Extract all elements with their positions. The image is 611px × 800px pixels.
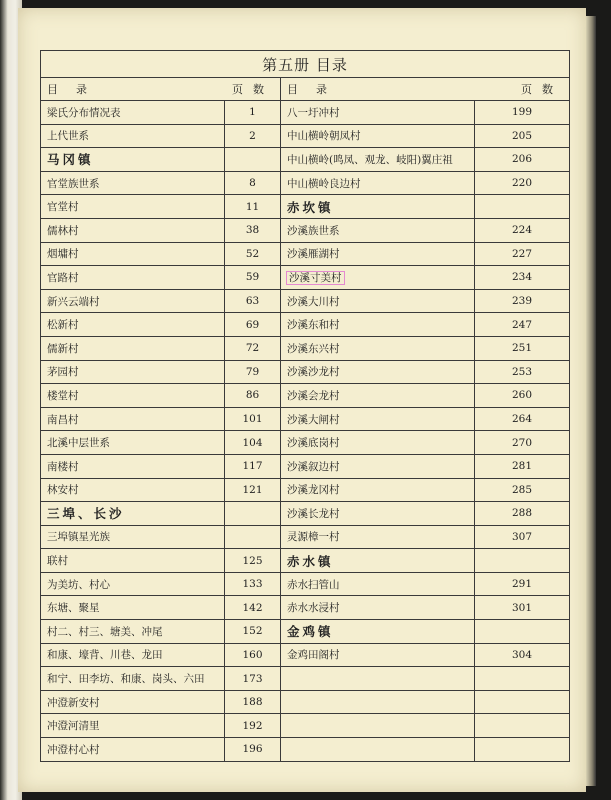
table-row bbox=[41, 148, 570, 172]
right-page-number: 304 bbox=[475, 643, 570, 667]
left-page-number bbox=[225, 525, 281, 549]
right-page-number: 307 bbox=[475, 525, 570, 549]
table-row bbox=[41, 667, 570, 691]
right-entry: 沙溪底岗村 bbox=[281, 431, 475, 455]
table-row bbox=[41, 313, 570, 337]
right-entry: 赤水扫管山 bbox=[281, 572, 475, 596]
left-entry: 上代世系 bbox=[41, 124, 225, 148]
table-row bbox=[41, 336, 570, 360]
page-title: 第五册 目录 bbox=[41, 51, 570, 78]
table-row bbox=[41, 525, 570, 549]
right-entry bbox=[281, 266, 475, 290]
toc-table bbox=[40, 50, 570, 762]
table-row bbox=[41, 289, 570, 313]
left-entry: 官堂族世系 bbox=[41, 171, 225, 195]
right-entry: 沙溪长龙村 bbox=[281, 502, 475, 526]
right-page-number bbox=[475, 667, 570, 691]
header-row bbox=[41, 78, 570, 101]
table-row bbox=[41, 124, 570, 148]
table-row bbox=[41, 738, 570, 762]
left-page-number: 86 bbox=[225, 384, 281, 408]
left-entry: 村二、村三、塘美、冲尾 bbox=[41, 620, 225, 644]
left-page-number: 133 bbox=[225, 572, 281, 596]
left-entry: 东塘、聚星 bbox=[41, 596, 225, 620]
right-page-number: 301 bbox=[475, 596, 570, 620]
right-entry: 沙溪叙边村 bbox=[281, 454, 475, 478]
left-page-number: 160 bbox=[225, 643, 281, 667]
table-row bbox=[41, 171, 570, 195]
right-page-number: 253 bbox=[475, 360, 570, 384]
right-entry: 沙溪沙龙村 bbox=[281, 360, 475, 384]
table-row bbox=[41, 242, 570, 266]
left-page-number: 101 bbox=[225, 407, 281, 431]
left-page-number: 152 bbox=[225, 620, 281, 644]
right-entry: 沙溪龙冈村 bbox=[281, 478, 475, 502]
right-entry: 金鸡田阁村 bbox=[281, 643, 475, 667]
left-entry: 林安村 bbox=[41, 478, 225, 502]
left-entry: 北溪中层世系 bbox=[41, 431, 225, 455]
left-entry: 冲澄村心村 bbox=[41, 738, 225, 762]
left-entry: 为美坊、村心 bbox=[41, 572, 225, 596]
table-row bbox=[41, 384, 570, 408]
left-page-number: 121 bbox=[225, 478, 281, 502]
left-page-number: 2 bbox=[225, 124, 281, 148]
right-page-number: 251 bbox=[475, 336, 570, 360]
right-page-number: 247 bbox=[475, 313, 570, 337]
right-page-number: 260 bbox=[475, 384, 570, 408]
right-header bbox=[281, 78, 570, 101]
right-entry: 沙溪东兴村 bbox=[281, 336, 475, 360]
left-page-number bbox=[225, 502, 281, 526]
left-entry: 冲澄河清里 bbox=[41, 714, 225, 738]
right-entry: 灵源樟一村 bbox=[281, 525, 475, 549]
right-entry: 沙溪东和村 bbox=[281, 313, 475, 337]
highlighted-entry: 沙溪寸美村 bbox=[289, 271, 342, 284]
left-page-number: 1 bbox=[225, 101, 281, 125]
table-row bbox=[41, 549, 570, 573]
right-page-number: 224 bbox=[475, 218, 570, 242]
left-entry: 南楼村 bbox=[41, 454, 225, 478]
table-row bbox=[41, 620, 570, 644]
right-page-number bbox=[475, 620, 570, 644]
table-row bbox=[41, 431, 570, 455]
left-page-number: 196 bbox=[225, 738, 281, 762]
page-header: 页数 bbox=[521, 83, 564, 96]
left-page-number: 8 bbox=[225, 171, 281, 195]
right-page-number: 264 bbox=[475, 407, 570, 431]
right-entry: 沙溪会龙村 bbox=[281, 384, 475, 408]
left-entry: 新兴云端村 bbox=[41, 289, 225, 313]
page-header: 页数 bbox=[232, 83, 274, 96]
left-page-number: 117 bbox=[225, 454, 281, 478]
right-page-number: 205 bbox=[475, 124, 570, 148]
right-entry: 八一圩冲村 bbox=[281, 101, 475, 125]
right-section-heading: 赤坎镇 bbox=[281, 195, 475, 219]
right-page-number: 270 bbox=[475, 431, 570, 455]
table-row bbox=[41, 195, 570, 219]
right-section-heading: 金鸡镇 bbox=[281, 620, 475, 644]
entry-header: 目录 bbox=[47, 83, 105, 96]
table-row bbox=[41, 454, 570, 478]
right-page-number: 239 bbox=[475, 289, 570, 313]
left-entry: 官路村 bbox=[41, 266, 225, 290]
left-entry: 梁氏分布情况表 bbox=[41, 101, 225, 125]
left-page-number: 104 bbox=[225, 431, 281, 455]
left-entry: 联村 bbox=[41, 549, 225, 573]
right-page-number bbox=[475, 195, 570, 219]
table-row bbox=[41, 360, 570, 384]
right-page-number: 281 bbox=[475, 454, 570, 478]
right-page-number: 227 bbox=[475, 242, 570, 266]
right-page-number: 291 bbox=[475, 572, 570, 596]
right-entry: 中山横岭良边村 bbox=[281, 171, 475, 195]
left-entry: 儒新村 bbox=[41, 336, 225, 360]
table-row bbox=[41, 407, 570, 431]
right-entry: 沙溪大闸村 bbox=[281, 407, 475, 431]
left-page-number: 72 bbox=[225, 336, 281, 360]
left-entry: 松新村 bbox=[41, 313, 225, 337]
right-entry bbox=[281, 738, 475, 762]
right-entry bbox=[281, 690, 475, 714]
table-row bbox=[41, 101, 570, 125]
right-entry: 沙溪族世系 bbox=[281, 218, 475, 242]
table-row bbox=[41, 690, 570, 714]
left-page-number: 79 bbox=[225, 360, 281, 384]
left-page-number: 59 bbox=[225, 266, 281, 290]
page-edge bbox=[586, 16, 596, 786]
left-page-number: 142 bbox=[225, 596, 281, 620]
left-page-number: 38 bbox=[225, 218, 281, 242]
left-page-number bbox=[225, 148, 281, 172]
right-entry: 中山横岭(鸣凤、观龙、岐阳)翼庄祖 bbox=[281, 148, 475, 172]
right-page-number: 285 bbox=[475, 478, 570, 502]
table-row bbox=[41, 714, 570, 738]
right-entry: 赤水水浸村 bbox=[281, 596, 475, 620]
table-row bbox=[41, 502, 570, 526]
right-page-number bbox=[475, 714, 570, 738]
left-page-number: 125 bbox=[225, 549, 281, 573]
table-row bbox=[41, 596, 570, 620]
left-page-number: 188 bbox=[225, 690, 281, 714]
left-page-number: 63 bbox=[225, 289, 281, 313]
right-page-number: 206 bbox=[475, 148, 570, 172]
right-page-number bbox=[475, 690, 570, 714]
left-page-number: 11 bbox=[225, 195, 281, 219]
left-entry: 儒林村 bbox=[41, 218, 225, 242]
left-entry: 楼堂村 bbox=[41, 384, 225, 408]
left-entry: 和宁、田李坊、和康、岗头、六田 bbox=[41, 667, 225, 691]
right-entry bbox=[281, 714, 475, 738]
table-row bbox=[41, 643, 570, 667]
left-entry: 茅园村 bbox=[41, 360, 225, 384]
left-section-heading: 三埠、长沙 bbox=[41, 502, 225, 526]
table-row bbox=[41, 478, 570, 502]
left-entry: 烟墉村 bbox=[41, 242, 225, 266]
right-entry: 沙溪大川村 bbox=[281, 289, 475, 313]
left-section-heading: 马冈镇 bbox=[41, 148, 225, 172]
left-header bbox=[41, 78, 281, 101]
entry-header: 目录 bbox=[287, 83, 345, 96]
table-row bbox=[41, 218, 570, 242]
left-page-number: 192 bbox=[225, 714, 281, 738]
right-section-heading: 赤水镇 bbox=[281, 549, 475, 573]
right-entry bbox=[281, 667, 475, 691]
left-entry: 南昌村 bbox=[41, 407, 225, 431]
title-row bbox=[41, 51, 570, 78]
left-entry: 官堂村 bbox=[41, 195, 225, 219]
right-entry: 沙溪雁湖村 bbox=[281, 242, 475, 266]
left-entry: 和康、壕背、川巷、龙田 bbox=[41, 643, 225, 667]
book-page bbox=[18, 8, 586, 792]
right-page-number: 288 bbox=[475, 502, 570, 526]
table-row bbox=[41, 572, 570, 596]
left-entry: 三埠镇星光族 bbox=[41, 525, 225, 549]
right-page-number bbox=[475, 738, 570, 762]
right-page-number: 234 bbox=[475, 266, 570, 290]
left-page-number: 173 bbox=[225, 667, 281, 691]
left-page-number: 52 bbox=[225, 242, 281, 266]
right-page-number: 199 bbox=[475, 101, 570, 125]
left-entry: 冲澄新安村 bbox=[41, 690, 225, 714]
left-page-number: 69 bbox=[225, 313, 281, 337]
table-row bbox=[41, 266, 570, 290]
right-page-number: 220 bbox=[475, 171, 570, 195]
right-page-number bbox=[475, 549, 570, 573]
right-entry: 中山横岭朝凤村 bbox=[281, 124, 475, 148]
